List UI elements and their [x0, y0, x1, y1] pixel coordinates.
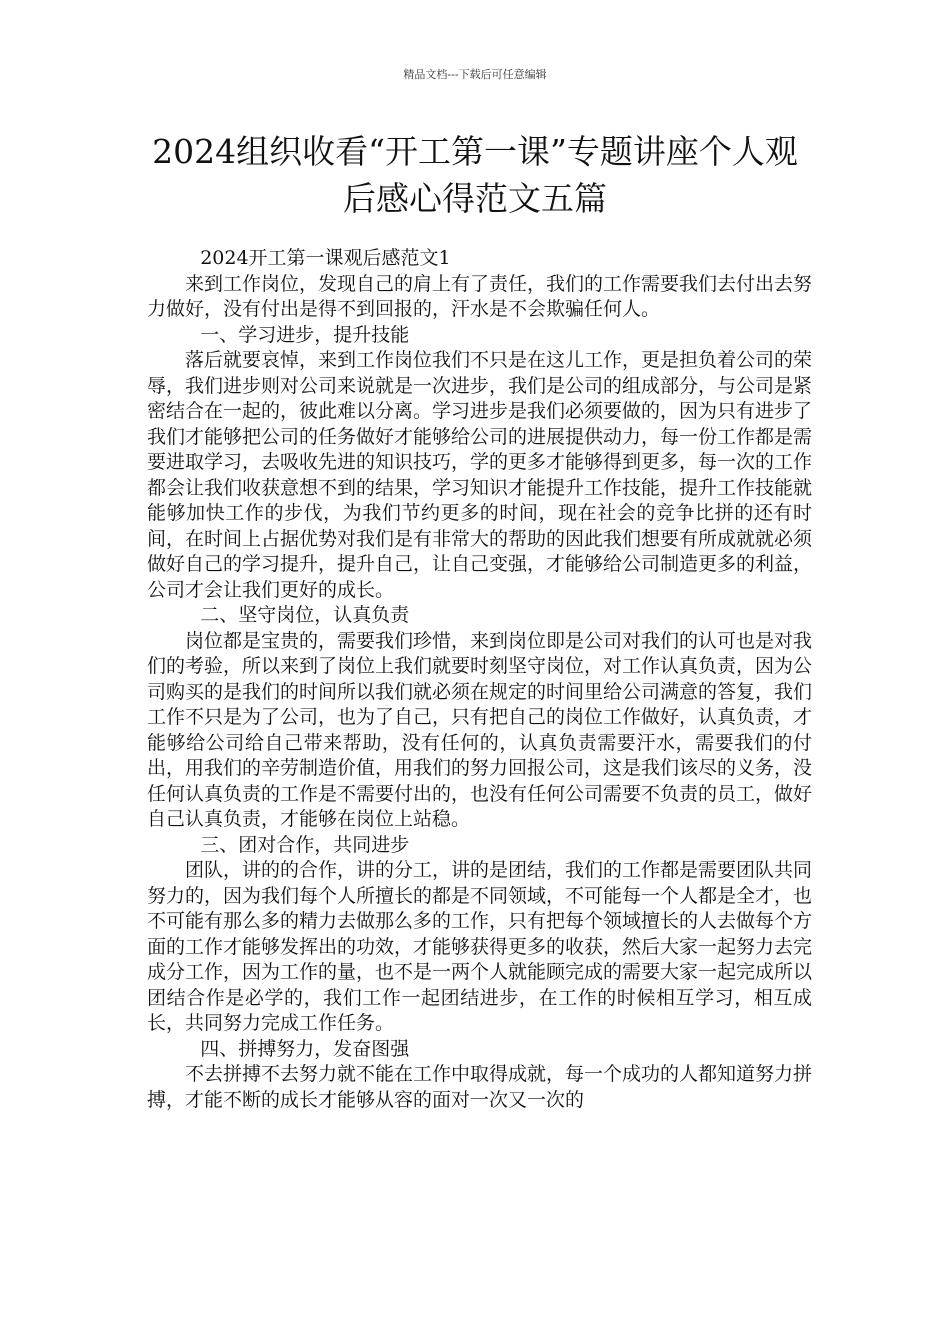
paragraph: 团队，讲的的合作，讲的分工，讲的是团结，我们的工作都是需要团队共同努力的，因为我们每个人所擅长的都是不同领域，不可能每一个人都是全才，也不可能有那么多的精力去做那么多的工作，只有把每个领域擅长的人去做每个方面的工作才能够发挥出的功效，才能够获得更多的收获，然后大家一起努力去完成分工作，因为工作的量，也不是一两个人就能顾完成的需要大家一起完成所以团结合作是必学的，我们工作一起团结进步，在工作的时候相互学习，相互成长，共同努力完成工作任务。	[147, 859, 813, 1034]
document-title: 2024组织收看“开工第一课”专题讲座个人观后感心得范文五篇	[152, 132, 798, 218]
section-heading: 二、坚守岗位，认真负责	[200, 604, 410, 626]
section-subtitle: 2024开工第一课观后感范文1	[200, 247, 451, 269]
header-note: 精品文档---下载后可任意编辑	[403, 68, 547, 81]
document-body	[147, 246, 812, 1113]
section-heading: 四、拼搏努力，发奋图强	[200, 1037, 410, 1060]
section-heading: 一、学习进步，提升技能	[200, 323, 410, 346]
section-heading: 三、团对合作，共同进步	[200, 833, 410, 856]
paragraph: 不去拼搏不去努力就不能在工作中取得成就，每一个成功的人都知道努力拼搏，才能不断的成长才能够从容的面对一次又一次的	[147, 1063, 813, 1111]
paragraph: 来到工作岗位，发现自己的肩上有了责任，我们的工作需要我们去付出去努力做好，没有付出是得不到回报的，汗水是不会欺骗任何人。	[147, 272, 813, 320]
paragraph: 岗位都是宝贵的，需要我们珍惜，来到岗位即是公司对我们的认可也是对我们的考验，所以来到了岗位上我们就要时刻坚守岗位，对工作认真负责，因为公司购买的是我们的时间所以我们就必须在规定的时间里给公司满意的答复，我们工作不只是为了公司，也为了自己，只有把自己的岗位工作做好，认真负责，才能够给公司给自己带来帮助，没有任何的，认真负责需要汗水，需要我们的付出，用我们的辛劳制造价值，用我们的努力回报公司，这是我们该尽的义务，没任何认真负责的工作是不需要付出的，也没有任何公司需要不负责的员工，做好自己认真负责，才能够在岗位上站稳。	[147, 629, 813, 830]
paragraph: 落后就要哀悼，来到工作岗位我们不只是在这儿工作，更是担负着公司的荣辱，我们进步则对公司来说就是一次进步，我们是公司的组成部分，与公司是紧密结合在一起的，彼此难以分离。学习进步是我们必须要做的，因为只有进步了我们才能够把公司的任务做好才能够给公司的进展提供动力，每一份工作都是需要进取学习，去吸收先进的知识技巧，学的更多才能够得到更多，每一次的工作都会让我们收获意想不到的结果，学习知识才能提升工作技能，提升工作技能就能够加快工作的步伐，为我们节约更多的时间，现在社会的竞争比拼的还有时间，在时间上占据优势对我们是有非常大的帮助的因此我们想要有所成就就必须做好自己的学习提升，提升自己，让自己变强，才能够给公司制造更多的利益，公司才会让我们更好的成长。	[147, 349, 813, 601]
